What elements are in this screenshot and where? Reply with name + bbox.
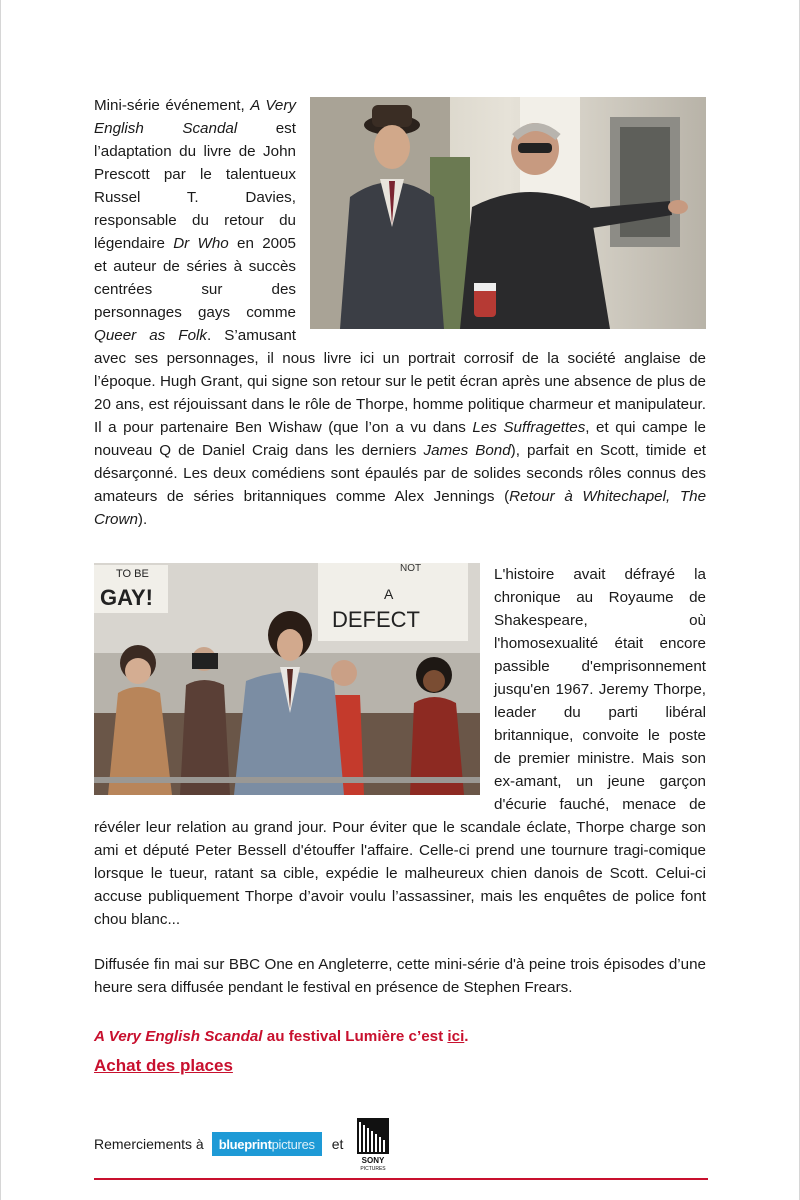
paragraph-broadcast: Diffusée fin mai sur BBC One en Angleterre, cette mini-série d'à peine trois épisodes d’une heure sera diffusée pendant le festival en présence de Stephen Frears. xyxy=(94,956,706,996)
festival-text: au festival Lumière c’est xyxy=(262,1028,448,1045)
blueprint-pictures-logo xyxy=(212,1132,322,1156)
p1-seg-3: Dr Who xyxy=(173,235,229,252)
p1-seg-5: Queer as Folk xyxy=(94,327,207,344)
photo-hugh-grant-on-set xyxy=(310,97,706,329)
achat-places-link[interactable]: Achat des places xyxy=(94,1056,233,1075)
thanks-row xyxy=(94,1116,706,1172)
thanks-and: et xyxy=(331,1135,344,1152)
blueprint-logo-text-2: pictures xyxy=(271,1136,315,1152)
festival-link-ici[interactable]: ici xyxy=(447,1028,465,1045)
sign-text-defect: DEFECT xyxy=(332,607,420,632)
page-border-left xyxy=(0,0,1,1200)
bottom-divider xyxy=(94,1178,708,1180)
festival-line xyxy=(94,1025,706,1048)
festival-title: A Very English Scandal xyxy=(94,1028,263,1045)
p1-seg-6: . S’amusant avec ses personnages, il nous livre ici un portrait corrosif de la société anglaise de l’époque. Hugh Grant, qui signe son retour sur le petit écran après une absence de plus de 20 ans, est réjouissant dans le rôle de Thorpe, homme politique charmeur et manipulateur. Il a pour partenaire Ben Wishaw (que l’on a vu dans xyxy=(94,327,706,436)
p1-seg-7: Les Suffragettes xyxy=(472,419,586,436)
sony-pictures-logo xyxy=(353,1116,393,1172)
p1-seg-9: James Bond xyxy=(423,442,511,459)
p1-seg-8: , et qui campe le nouveau Q de Daniel Craig dans les derniers xyxy=(94,419,706,459)
blueprint-logo-text-1: blueprint xyxy=(218,1136,272,1152)
photo-protest-crowd xyxy=(94,563,480,795)
p1-seg-10: ), parfait en Scott, timide et désarçonné. Les deux comédiens sont épaulés par de solides seconds rôles connus des amateurs de séries britanniques comme Alex Jennings ( xyxy=(94,442,707,505)
sony-logo-subtext: PICTURES xyxy=(360,1166,387,1172)
p1-seg-2: est l’adaptation du livre de John Prescott par le talentueux Russel T. Davies, responsable du retour du légendaire xyxy=(94,120,296,252)
article xyxy=(94,94,706,1172)
sign-text-not: NOT xyxy=(400,563,422,574)
sign-text-to-be: TO BE xyxy=(116,568,149,580)
sign-text-a: A xyxy=(384,586,394,602)
p2-seg-0: L'histoire avait défrayé la chronique au Royaume de Shakespeare, où l'homosexualité était encore passible d'emprisonnement jusqu'en 1967. Jeremy Thorpe, leader du parti libéral britannique, convoite le poste de premier ministre. Mais son ex-amant, un jeune garçon d'écurie fauché, menace de révéler leur relation au grand jour. Pour éviter que le scandale éclate, Thorpe charge son ami et député Peter Bessell d'étouffer l'affaire. Celle-ci prend une tournure tragi-comique lorsque le tueur, ratant sa cible, expédie le malheureux chien danois de Scott. Celui-ci accuse publiquement Thorpe d’avoir voulu l’assassiner, mais les enquêtes de police font chou blanc... xyxy=(94,566,706,928)
sony-logo-text: SONY xyxy=(362,1156,385,1165)
p1-seg-11: Retour à Whitechapel, The Crown xyxy=(94,488,707,528)
sign-text-gay: GAY! xyxy=(100,585,153,610)
p1-seg-1: A Very English Scandal xyxy=(94,97,296,137)
thanks-label: Remerciements à xyxy=(94,1135,204,1152)
p1-seg-0: Mini-série événement, xyxy=(94,97,251,114)
festival-end: . xyxy=(464,1028,469,1045)
p1-seg-4: en 2005 et auteur de séries à succès centrées sur des personnages gays comme xyxy=(94,235,297,321)
p1-seg-12: ). xyxy=(137,511,148,528)
